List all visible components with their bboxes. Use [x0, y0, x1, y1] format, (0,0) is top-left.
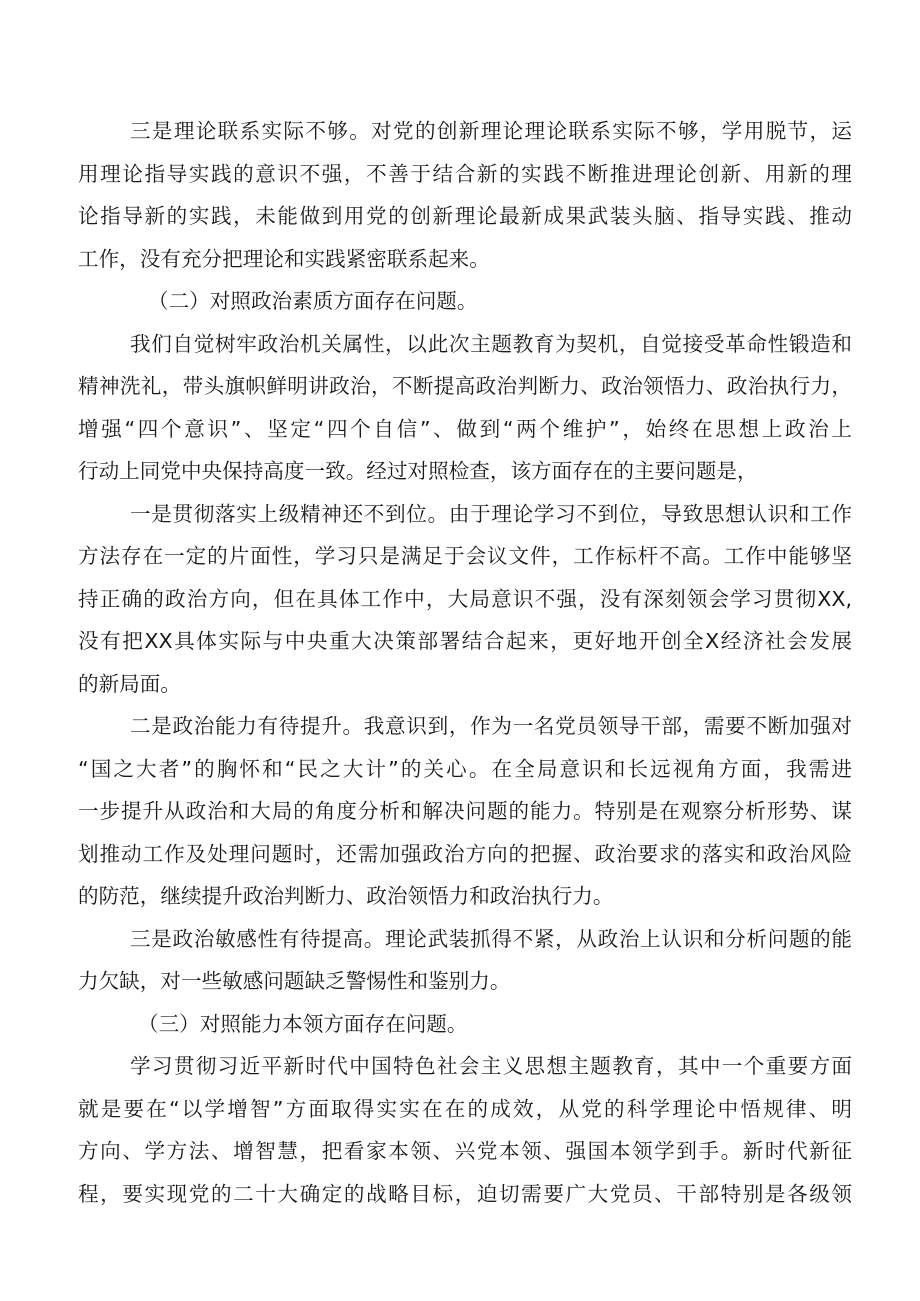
paragraph-line: 划推动工作及处理问题时，还需加强政治方向的把握、政治要求的落实和政治风险: [78, 842, 852, 866]
paragraph-line: 精神洗礼，带头旗帜鲜明讲政治，不断提高政治判断力、政治领悟力、政治执行力，: [78, 374, 852, 398]
paragraph-line: 一步提升从政治和大局的角度分析和解决问题的能力。特别是在观察分析形势、谋: [78, 799, 852, 823]
paragraph-line: 论指导新的实践，未能做到用党的创新理论最新成果武装头脑、指导实践、推动: [78, 204, 852, 228]
paragraph-line: 工作，没有充分把理论和实践紧密联系起来。: [78, 247, 490, 271]
paragraph-line: 持正确的政治方向，但在具体工作中，大局意识不强，没有深刻领会学习贯彻XX,: [78, 587, 852, 611]
paragraph-line: 我们自觉树牢政治机关属性，以此次主题教育为契机，自觉接受革命性锻造和: [130, 332, 852, 356]
section-heading: （三）对照能力本领方面存在问题。: [138, 1012, 468, 1036]
section-heading: （二）对照政治素质方面存在问题。: [148, 289, 478, 313]
paragraph-line: 二是政治能力有待提升。我意识到，作为一名党员领导干部，需要不断加强对: [130, 714, 852, 738]
paragraph-line: 三是理论联系实际不够。对党的创新理论理论联系实际不够，学用脱节，运: [130, 119, 852, 143]
paragraph-line: 用理论指导实践的意识不强，不善于结合新的实践不断推进理论创新、用新的理: [78, 162, 852, 186]
paragraph-line: 就是要在“以学增智”方面取得实实在在的成效，从党的科学理论中悟规律、明: [78, 1097, 852, 1121]
paragraph-line: 行动上同党中央保持高度一致。经过对照检查，该方面存在的主要问题是，: [78, 459, 758, 483]
paragraph-line: 力欠缺，对一些敏感问题缺乏警惕性和鉴别力。: [78, 969, 511, 993]
paragraph-line: 方法存在一定的片面性，学习只是满足于会议文件，工作标杆不高。工作中能够坚: [78, 544, 852, 568]
paragraph-line: 的新局面。: [78, 672, 181, 696]
paragraph-line: 程，要实现党的二十大确定的战略目标，迫切需要广大党员、干部特别是各级领: [78, 1182, 852, 1206]
paragraph-line: 的防范，继续提升政治判断力、政治领悟力和政治执行力。: [78, 884, 614, 908]
paragraph-line: 三是政治敏感性有待提高。理论武装抓得不紧，从政治上认识和分析问题的能: [130, 927, 852, 951]
paragraph-line: 方向、学方法、增智慧，把看家本领、兴党本领、强国本领学到手。新时代新征: [78, 1139, 852, 1163]
paragraph-line: 增强“四个意识”、坚定“四个自信”、做到“两个维护”，始终在思想上政治上: [78, 417, 852, 441]
paragraph-line: 学习贯彻习近平新时代中国特色社会主义思想主题教育，其中一个重要方面: [130, 1054, 852, 1078]
paragraph-line: “国之大者”的胸怀和“民之大计”的关心。在全局意识和长远视角方面，我需进: [78, 757, 852, 781]
paragraph-line: 一是贯彻落实上级精神还不到位。由于理论学习不到位，导致思想认识和工作: [130, 502, 852, 526]
paragraph-line: 没有把XX具体实际与中央重大决策部署结合起来，更好地开创全X经济社会发展: [78, 629, 852, 653]
